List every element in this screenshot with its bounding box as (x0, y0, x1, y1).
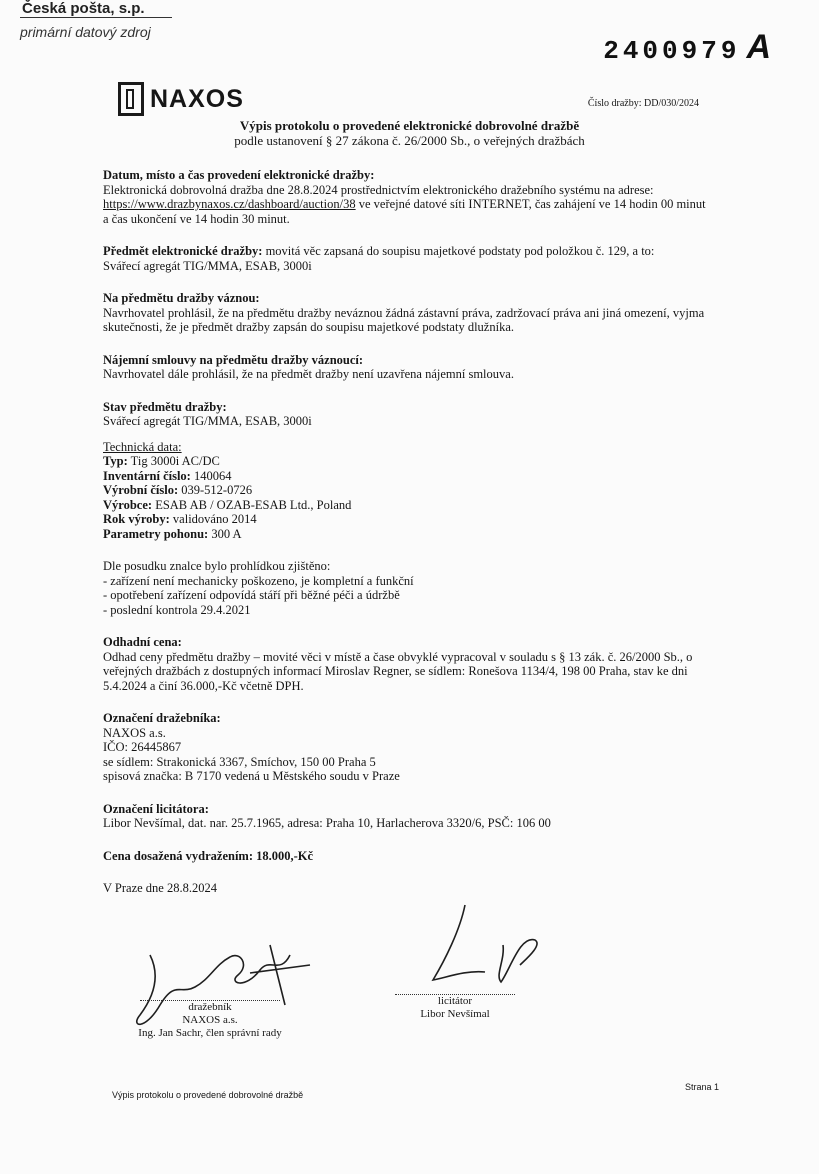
list-item: - opotřebení zařízení odpovídá stáří při běžné péči a údržbě (103, 588, 400, 602)
signature-licitator-icon (425, 900, 555, 995)
drazebnik-line: se sídlem: Strakonická 3367, Smíchov, 150 00 Praha 5 (103, 754, 376, 769)
drazebnik-line: IČO: 26445867 (103, 740, 182, 754)
spec-row: Typ: Tig 3000i AC/DC (103, 454, 220, 468)
zavady-text: Navrhovatel prohlásil, že na předmětu dražby neváznou žádná zástavní práva, zadržovací práva ani jiná omezení, vyjma skutečnosti, že je předmět dražby zapsán do soupisu majetkové podstaty dlužníka. (103, 305, 705, 334)
section-stav (103, 400, 713, 429)
footer-title: Výpis protokolu o provedené dobrovolné dražbě (112, 1090, 304, 1100)
naxos-logo (118, 82, 244, 116)
stav-text: Svářecí agregát TIG/MMA, ESAB, 3000i (103, 414, 312, 428)
signature-name: Libor Nevšímal (420, 1008, 490, 1020)
spec-row: Výrobní číslo: 039-512-0726 (103, 483, 253, 497)
document-number-value: 2400979 (603, 36, 741, 66)
document-title (0, 118, 819, 148)
datum-text: Elektronická dobrovolná dražba dne 28.8.2024 prostřednictvím elektronického dražebního systému na adrese: (103, 182, 654, 197)
post-stamp (20, 0, 220, 40)
final-price: Cena dosažená vydražením: 18.000,-Kč (103, 848, 314, 863)
title-line-1: Výpis protokolu o provedené elektronické dobrovolné dražbě (239, 118, 580, 133)
stamp-line-1: Česká pošta, s.p. (20, 0, 172, 18)
auction-link[interactable]: https://www.drazbynaxos.cz/dashboard/auction/38 (103, 197, 356, 211)
naxos-logo-icon (118, 82, 144, 116)
spec-row: Inventární číslo: 140064 (103, 468, 232, 483)
drazebnik-line: spisová značka: B 7170 vedená u Městského soudu v Praze (103, 769, 400, 783)
signature-role: dražebník (188, 1001, 232, 1013)
list-item: - zařízení není mechanicky poškozeno, je kompletní a funkční (103, 573, 414, 588)
logo-text: NAXOS (150, 84, 244, 113)
document-number-suffix: A (746, 28, 771, 66)
section-heading: Stav předmětu dražby: (103, 399, 227, 414)
title-line-2: podle ustanovení § 27 zákona č. 26/2000 Sb., o veřejných dražbách (234, 133, 585, 148)
list-item: - poslední kontrola 29.4.2021 (103, 602, 251, 617)
section-heading: Nájemní smlouvy na předmětu dražby váznoucí: (103, 352, 364, 367)
section-heading: Na předmětu dražby váznou: (103, 291, 260, 305)
section-datum (103, 168, 713, 226)
stamp-line-2: primární datový zdroj (20, 24, 151, 40)
posudek-intro: Dle posudku znalce bylo prohlídkou zjištěno: (103, 559, 331, 573)
section-drazebnik (103, 711, 713, 784)
section-heading: Datum, místo a čas provedení elektronické dražby: (103, 168, 375, 182)
document-body (103, 168, 713, 896)
spec-row: Výrobce: ESAB AB / OZAB-ESAB Ltd., Poland (103, 497, 352, 512)
place-date: V Praze dne 28.8.2024 (103, 881, 217, 895)
section-heading: Označení licitátora: (103, 801, 209, 816)
spec-row: Rok výroby: validováno 2014 (103, 512, 257, 526)
section-licitator (103, 802, 713, 831)
section-heading: Označení dražebníka: (103, 711, 221, 725)
section-heading: Odhadní cena: (103, 635, 182, 649)
predmet-text: movitá věc zapsaná do soupisu majetkové podstaty pod položkou č. 129, a to: (262, 244, 655, 258)
spec-row: Parametry pohonu: 300 A (103, 526, 242, 541)
section-heading: Technická data: (103, 439, 182, 454)
page-number: Strana 1 (684, 1082, 719, 1092)
signature-block-drazebnik (105, 1000, 315, 1040)
signature-role: licitátor (437, 995, 473, 1007)
section-tech (103, 440, 713, 542)
datum-text-2: ve veřejné datové síti INTERNET, čas zahájení ve 14 hodin 00 minut a čas ukončení ve 14 hodin 30 minut. (103, 197, 706, 226)
signature-company: NAXOS a.s. (182, 1014, 238, 1026)
licitator-text: Libor Nevšímal, dat. nar. 25.7.1965, adresa: Praha 10, Harlacherova 3320/6, PSČ: 106 00 (103, 816, 551, 830)
cena-text: Odhad ceny předmětu dražby – movité věci v místě a čase obvyklé vypracoval v souladu s § 13 zák. č. 26/2000 Sb., o veřejných dražbách z dostupných informací Miroslav Regner, se sídlem: Ronešova 1134/4, 198 00 Praha, stav ke dni 5.4.2024 a činí 36.000,-Kč včetně DPH. (103, 649, 693, 693)
section-posudek (103, 559, 713, 617)
section-predmet (103, 244, 713, 273)
auction-number: Číslo dražby: DD/030/2024 (587, 98, 699, 109)
section-cena (103, 635, 713, 693)
signature-name: Ing. Jan Sachr, člen správní rady (138, 1027, 282, 1039)
najem-text: Navrhovatel dále prohlásil, že na předmět dražby není uzavřena nájemní smlouva. (103, 367, 514, 381)
document-number (603, 28, 771, 67)
signature-block-licitator (395, 994, 515, 1021)
section-zavady (103, 291, 713, 335)
section-najem (103, 353, 713, 382)
predmet-item: Svářecí agregát TIG/MMA, ESAB, 3000i (103, 258, 312, 273)
drazebnik-line: NAXOS a.s. (103, 725, 166, 740)
section-heading: Předmět elektronické dražby: (103, 244, 263, 258)
